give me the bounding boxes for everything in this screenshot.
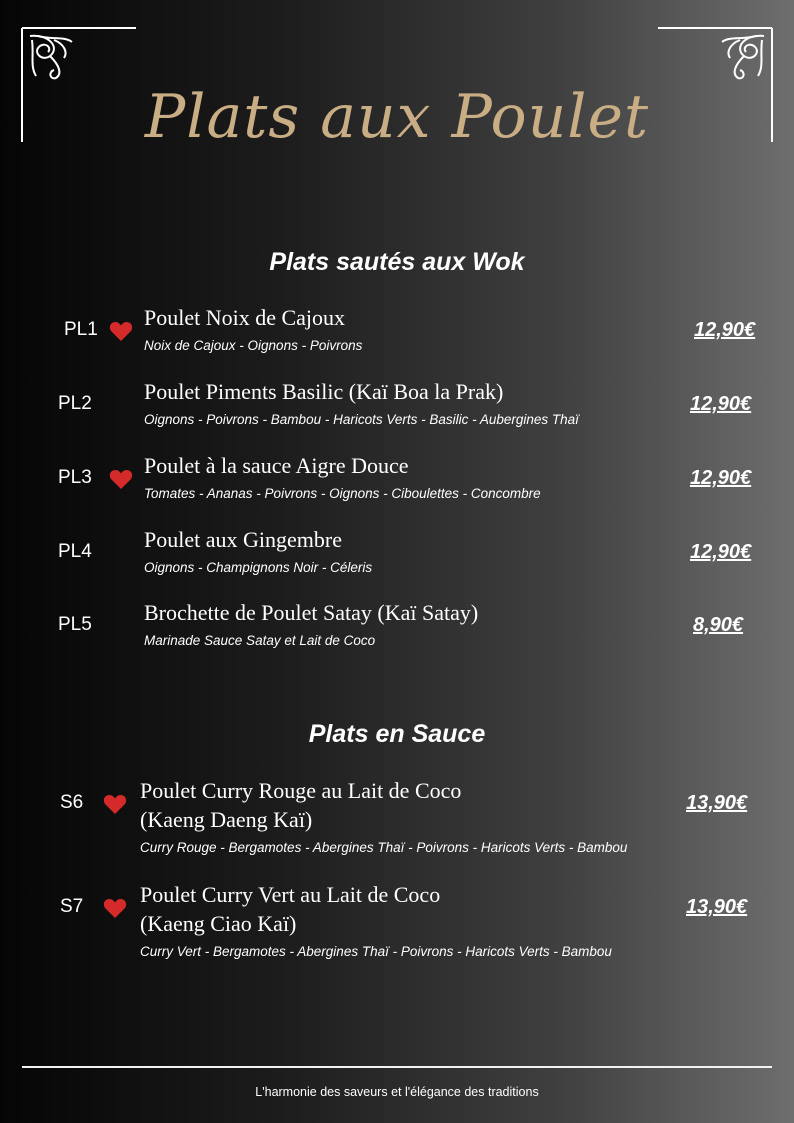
item-description: Oignons - Champignons Noir - Céleris [144, 560, 373, 575]
section-title-sauce: Plats en Sauce [308, 720, 486, 748]
item-name: Poulet Piments Basilic (Kaï Boa la Prak) [144, 379, 504, 404]
item-name: Brochette de Poulet Satay (Kaï Satay) [144, 600, 479, 625]
item-description: Tomates - Ananas - Poivrons - Oignons - Ciboulettes - Concombre [144, 486, 541, 501]
footer-divider [22, 1066, 772, 1068]
menu-item-s6[interactable] [0, 776, 794, 866]
item-description: Curry Vert - Bergamotes - Abergines Thaï - Poivrons - Haricots Verts - Bambou [140, 944, 612, 959]
item-price: 13,90€ [686, 896, 748, 918]
item-description: Marinade Sauce Satay et Lait de Coco [144, 633, 376, 648]
item-code: PL1 [64, 319, 98, 340]
item-code: PL4 [58, 541, 92, 562]
item-name-secondary: (Kaeng Ciao Kaï) [140, 911, 297, 936]
heart-icon [103, 897, 127, 919]
menu-item-pl2[interactable] [0, 377, 794, 457]
item-name: Poulet Curry Vert au Lait de Coco [140, 882, 441, 907]
item-name-secondary: (Kaeng Daeng Kaï) [140, 807, 313, 832]
heart-icon [109, 320, 133, 342]
menu-item-pl5[interactable] [0, 598, 794, 678]
item-price: 13,90€ [686, 792, 748, 814]
heart-icon [103, 793, 127, 815]
item-price: 12,90€ [694, 319, 756, 341]
item-description: Oignons - Poivrons - Bambou - Haricots Verts - Basilic - Aubergines Thaï [144, 412, 579, 427]
item-name: Poulet Curry Rouge au Lait de Coco [140, 778, 462, 803]
page-title: Plats aux Poulet [144, 82, 650, 152]
item-name: Poulet aux Gingembre [144, 527, 342, 552]
item-code: PL5 [58, 614, 92, 635]
item-price: 12,90€ [690, 393, 752, 415]
menu-item-pl1[interactable] [0, 303, 794, 383]
menu-item-pl4[interactable] [0, 525, 794, 605]
footer-tagline: L'harmonie des saveurs et l'élégance des traditions [255, 1085, 539, 1099]
menu-item-pl3[interactable] [0, 451, 794, 531]
item-price: 12,90€ [690, 467, 752, 489]
item-code: PL2 [58, 393, 92, 414]
item-description: Curry Rouge - Bergamotes - Abergines Thaï - Poivrons - Haricots Verts - Bambou [140, 840, 628, 855]
item-code: S7 [60, 896, 84, 917]
item-price: 12,90€ [690, 541, 752, 563]
item-name: Poulet à la sauce Aigre Douce [144, 453, 409, 478]
section-title-wok: Plats sautés aux Wok [269, 248, 525, 276]
item-price: 8,90€ [693, 614, 744, 636]
item-code: S6 [60, 792, 84, 813]
heart-icon [109, 468, 133, 490]
item-name: Poulet Noix de Cajoux [144, 305, 346, 330]
item-description: Noix de Cajoux - Oignons - Poivrons [144, 338, 363, 353]
menu-item-s7[interactable] [0, 880, 794, 970]
item-code: PL3 [58, 467, 92, 488]
